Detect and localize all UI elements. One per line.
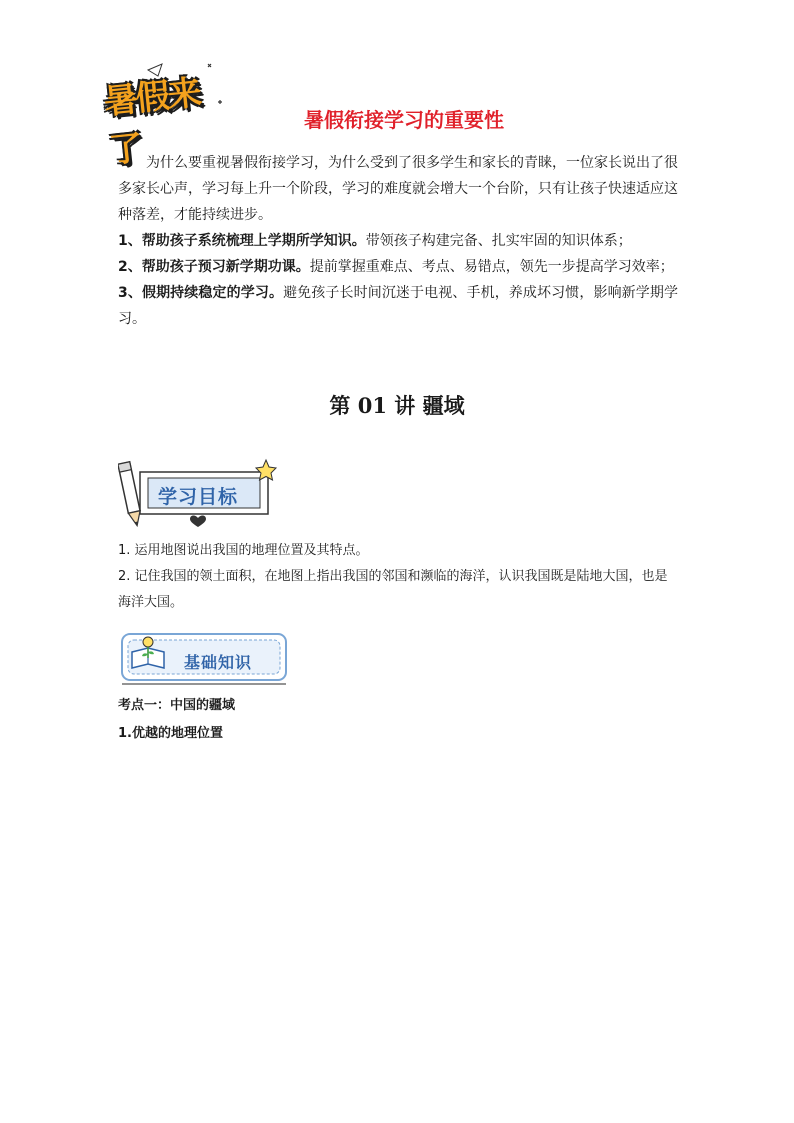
learning-goals-list xyxy=(118,538,678,616)
basic-knowledge-label: 基础知识 xyxy=(184,653,253,672)
logo-text: 暑假来了 xyxy=(102,72,202,172)
intro-point xyxy=(118,254,678,280)
basic-knowledge-banner xyxy=(118,630,290,686)
learning-goals-label: 学习目标 xyxy=(158,486,239,508)
intro-point xyxy=(118,280,678,332)
page-title: 暑假衔接学习的重要性 xyxy=(304,108,504,132)
lecture-title: 第 01 讲 疆域 xyxy=(329,393,465,418)
point-heading: 考点一：中国的疆域 xyxy=(118,698,236,713)
intro-point-bold: 2、帮助孩子预习新学期功课。 xyxy=(118,259,310,275)
intro-point-text: 带领孩子构建完备、扎实牢固的知识体系； xyxy=(365,233,632,249)
intro-point-text: 提前掌握重难点、考点、易错点，领先一步提高学习效率； xyxy=(309,259,674,275)
intro-point xyxy=(118,228,678,254)
intro-point-bold: 1、帮助孩子系统梳理上学期所学知识。 xyxy=(118,233,366,249)
intro-point-text: 避免孩子长时间沉迷于电视、手机，养成坏习惯，影响新学期学习。 xyxy=(118,285,679,327)
learning-goals-banner xyxy=(118,456,278,528)
intro-point-bold: 3、假期持续稳定的学习。 xyxy=(118,285,284,301)
intro-section xyxy=(118,150,678,332)
goal-item: 1. 运用地图说出我国的地理位置及其特点。 xyxy=(118,543,369,558)
sub-heading: 1.优越的地理位置 xyxy=(118,726,223,741)
goal-item: 2. 记住我国的领土面积，在地图上指出我国的邻国和濒临的海洋，认识我国既是陆地大国，也是海洋大国。 xyxy=(118,569,668,610)
intro-paragraph: 为什么要重视暑假衔接学习，为什么受到了很多学生和家长的青睐，一位家长说出了很多家长心声，学习每上升一个阶段，学习的难度就会增大一个台阶，只有让孩子快速适应这种落差，才能持续进步。 xyxy=(118,155,678,223)
